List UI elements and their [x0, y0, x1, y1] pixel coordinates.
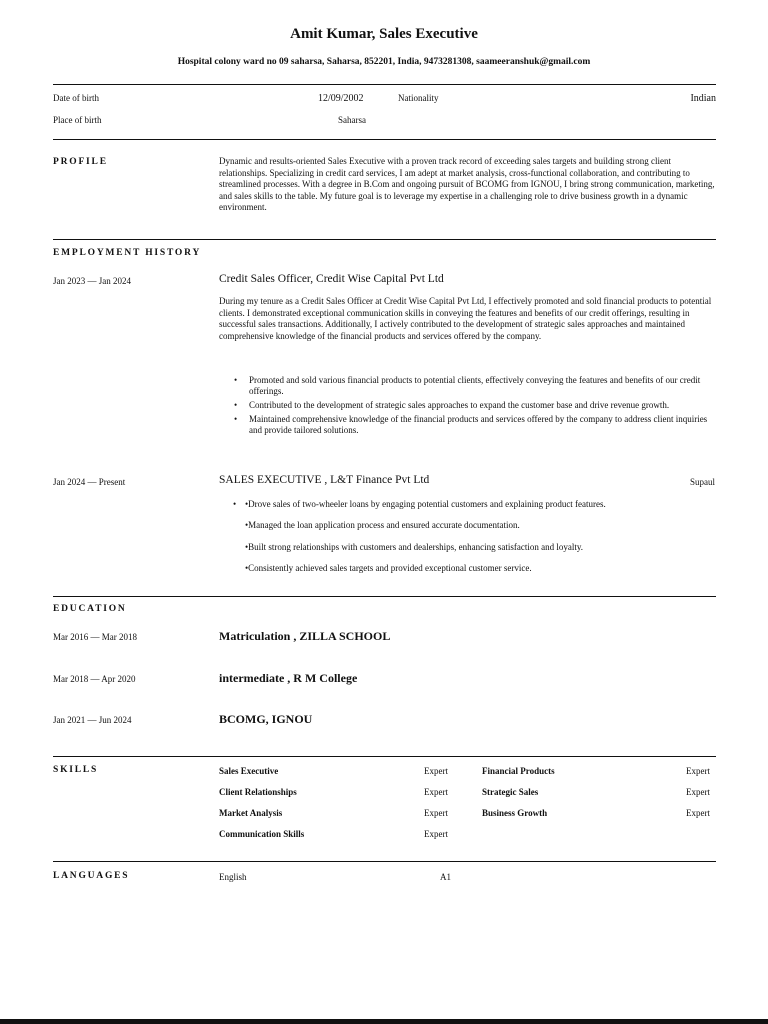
nationality-label: Nationality [398, 93, 439, 103]
list-item: •Consistently achieved sales targets and provided exceptional customer service. [245, 562, 532, 573]
skill-name: Business Growth [482, 808, 548, 818]
dob-label: Date of birth [53, 93, 99, 103]
contact-line: Hospital colony ward no 09 saharsa, Saharsa, 852201, India, 9473281308, saameeranshuk@gmail.com [177, 57, 591, 67]
skill-level: Expert [686, 766, 710, 776]
profile-heading: PROFILE [53, 157, 108, 167]
profile-text: Dynamic and results-oriented Sales Executive with a proven track record of exceeding sales targets and building strong client relationships. Specializing in credit card services, I am adept at market analysis, cross-functional collaboration, and contributing to streamlined processes. With a degree in B.Com and ongoing pursuit of BCOMG from IGNOU, I bring strong communication, marketing, and sales skills to the table. My future goal is to leverage my expertise in a challenging role to drive business growth in a dynamic environment. [219, 156, 715, 212]
job-1-bullets [219, 375, 716, 439]
edu-2-title: intermediate , R M College [219, 671, 358, 685]
page-bottom-edge [0, 1019, 768, 1024]
skill-level: Expert [424, 787, 448, 797]
skill-name: Client Relationships [219, 787, 297, 797]
job-2-dates: Jan 2024 — Present [53, 477, 126, 487]
skill-name: Communication Skills [219, 829, 305, 839]
language-name: English [219, 872, 247, 882]
divider [53, 756, 716, 757]
skill-name: Market Analysis [219, 808, 283, 818]
pob-value: Saharsa [338, 115, 366, 125]
divider [53, 84, 716, 85]
job-2-title: SALES EXECUTIVE , L&T Finance Pvt Ltd [219, 474, 430, 486]
nationality-value: Indian [690, 93, 716, 104]
list-item: •Managed the loan application process and ensured accurate documentation. [245, 520, 520, 531]
job-2-bullets [219, 499, 716, 584]
edu-2-dates: Mar 2018 — Apr 2020 [53, 674, 136, 684]
employment-heading: EMPLOYMENT HISTORY [53, 248, 202, 258]
dob-value: 12/09/2002 [318, 93, 364, 104]
edu-3-dates: Jan 2021 — Jun 2024 [53, 715, 132, 725]
divider [53, 239, 716, 240]
pob-label: Place of birth [53, 115, 102, 125]
divider [53, 139, 716, 140]
skill-level: Expert [686, 808, 710, 818]
edu-1-title: Matriculation , ZILLA SCHOOL [219, 629, 391, 643]
job-2-location: Supaul [689, 477, 715, 487]
job-1-title: Credit Sales Officer, Credit Wise Capital Pvt Ltd [219, 273, 444, 285]
list-item: • Promoted and sold various financial products to potential clients, effectively conveying the features and benefits of our credit offerings. [219, 375, 716, 398]
job-1-dates: Jan 2023 — Jan 2024 [53, 276, 131, 286]
skills-heading: SKILLS [53, 765, 99, 775]
edu-1-dates: Mar 2016 — Mar 2018 [53, 632, 137, 642]
skill-level: Expert [424, 829, 448, 839]
list-item: •Built strong relationships with customers and dealerships, enhancing satisfaction and loyalty. [245, 541, 584, 552]
language-level: A1 [440, 872, 451, 882]
skill-level: Expert [424, 766, 448, 776]
skill-name: Strategic Sales [482, 787, 539, 797]
list-item: • •Drove sales of two-wheeler loans by engaging potential customers and explaining product features. [219, 499, 716, 520]
skill-level: Expert [686, 787, 710, 797]
skill-name: Financial Products [482, 766, 555, 776]
list-item: • Maintained comprehensive knowledge of the financial products and services offered by the company to address client inquiries and provide tailored solutions. [219, 414, 716, 437]
edu-3-title: BCOMG, IGNOU [219, 712, 313, 726]
resume-name: Amit Kumar, Sales Executive [290, 26, 478, 42]
education-heading: EDUCATION [53, 604, 127, 614]
divider [53, 861, 716, 862]
divider [53, 596, 716, 597]
job-1-description: During my tenure as a Credit Sales Officer at Credit Wise Capital Pvt Ltd, I effectively promoted and sold financial products to potential clients. I demonstrated exceptional communication skills in conveying the features and benefits of our credit offerings, resulting in successful sales transactions. Additionally, I actively contributed to the development of strategic sales approaches and maintained comprehensive knowledge of the financial products and services offered by the company. [219, 296, 712, 341]
skill-level: Expert [424, 808, 448, 818]
list-item: • Contributed to the development of strategic sales approaches to expand the customer base and drive revenue growth. [219, 400, 716, 411]
skill-name: Sales Executive [219, 766, 279, 776]
languages-heading: LANGUAGES [53, 871, 130, 881]
